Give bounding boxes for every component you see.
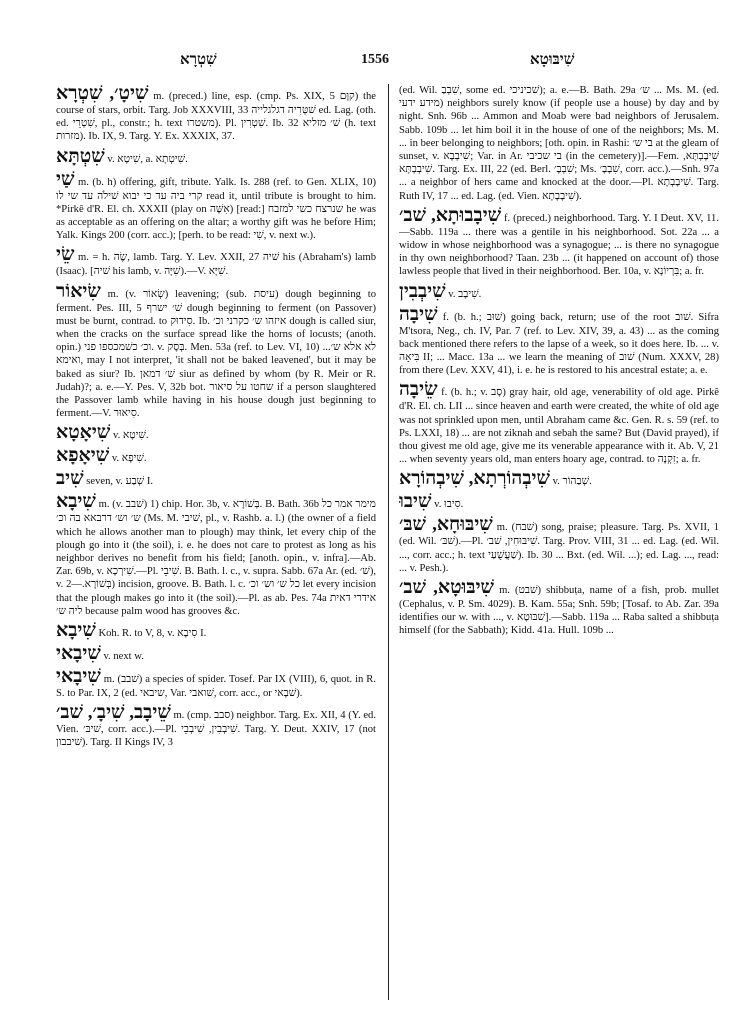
page-number: 1556 — [361, 52, 389, 67]
right-column — [399, 84, 719, 1000]
dictionary-entry — [56, 446, 376, 466]
column-divider — [388, 84, 389, 1000]
dictionary-entry — [399, 578, 719, 638]
left-column — [56, 84, 376, 1000]
dictionary-entry — [56, 667, 376, 700]
entry-definition: v. שִׁיטָא, a. שִׁיטְתָא. — [107, 153, 188, 165]
entry-definition: f. (b. h.; v. סָב) gray hair, old age, venerability of old age. Pirkê d'R. El. ch. LII ... since heaven and earth were created, the white of old age was not sprinkled upon men, until Abraham came &c. Gen. R. s. 59 (ref. to Ps. LXXI, 18) ... are not ziknah and sebah the same? But (David prayed), if thou givest me old age, give me its venerable appearance with it. Ab. V, 21 ... when seventy years old, man enters hoary age, contrad. to זִקְנָה; a. fr. — [399, 387, 719, 466]
entry-definition: v. next w. — [103, 651, 144, 663]
dictionary-entry — [56, 170, 376, 243]
entry-headword: שִׁיבָא — [56, 491, 96, 513]
entry-headword: שִׁיבְבִין — [399, 280, 446, 302]
entry-headword: שִׁיבָאי — [56, 643, 101, 665]
entry-headword: שִׁיבָבוּתָא, שׁב׳ — [399, 204, 502, 226]
entry-definition: v. שִׁיטָא. — [112, 430, 149, 442]
dictionary-entry — [399, 492, 719, 512]
dictionary-entry — [56, 147, 376, 167]
dictionary-entry — [399, 515, 719, 575]
entry-definition: Koh. R. to V, 8, v. סִיבָא I. — [98, 628, 207, 640]
entry-headword: שִׁיאָטָא — [56, 422, 111, 444]
dictionary-entry — [399, 282, 719, 302]
entry-definition: m. (שׁבב) a species of spider. Tosef. Par IX (VIII), 6, quot. in R. S. to Par. IX, 2 (ed. שיבאי, Var. שׁואבי, corr. acc., or שׁבָאי). — [56, 674, 376, 700]
dictionary-entry — [56, 644, 376, 664]
entry-definition: (ed. Wil. שִׁבְבַ, some ed. שׁכיניכי); a. e.—B. Bath. 29a ש׳ ... Ms. M. (ed. מידע ידעי) neighbors surely know (if people use a house) by day and by night. Snh. 96b ... Ammon and Moab were bad neighbors of Jerusalem. Sabb. 109b ... let him boil it in the house of one of the neighbors; Ms. M. ... in beer belonging to neighbors; [oth. opin. in Rashi: בי ש׳ at the gleam of sunset, v. שִׁיבְבָא; Var. in Ar. בי שכיבי (in the cemetery)].—Fem. שִׁיבָבְתָּא, שִׁיבְבְתָּא. Targ. Ex. III, 22 (ed. Berl. שִׁבְבָ׳; Ms. שִׁבָבָ׳, corr. acc.).—Snh. 97a ... a neighbor of hers came and knocked at the door.—Pl. שִׁיבָבְתָא. Targ. Ruth IV, 17 ... ed. Lag. (ed. Vien. שִׁיבָבָתָא). — [399, 85, 719, 202]
dictionary-entry — [399, 469, 719, 489]
dictionary-entry — [56, 469, 376, 489]
entry-definition: m. (v. שְׂאוֹר) leavening; (sub. עיסת) dough beginning to ferment. Pes. III, 5 שׁ׳ ישרף dough beginning to ferment (on Passover) must be burnt, contrad. to סִידוּק. Ib. איזהו ש׳ כקרני וכ׳ dough is called siur, when the cracks on the surface spread like the horns of locusts; (anoth. opin.) וכ׳ כשׁמכספו פני. v. בְּסָק. Men. 53a (ref. to Lev. VI, 10) לא אלא ש׳... ואימא, may I not interpret, 'it shall not be baked leavened', but it may be baked as siur? Ib. שׁ׳ דמאן siur as defined by whom (by R. Meir or R. Judah)?; a. e.—Y. Pes. V, 32b bot. שחטו על סיאור if a person slaughtered the Passover lamb while having in his house dough just beginning to ferment.—V. סִיאוּר. — [56, 288, 376, 420]
entry-definition: f. (b. h.; שׁוּב) going back, return; use of the root שׁוב. Sifra M'tsora, Neg., ch. IV, Par. 7 (ref. to Lev. XIV, 39, a. 43) ... as the coming back mentioned there refers to the lapse of a week, so it does here. Ib. ... v. בִּיאָה II; ... Macc. 13a ... we learn the meaning of שׁוב (Num. XXXV, 28) from there (Lev. XXV, 41), i. e. he is restored to his ancestral estate; a. e. — [399, 311, 719, 377]
entry-headword: שִׂיאוֹר — [56, 280, 101, 302]
running-head-right: שִׁיבּוּטָא — [530, 52, 575, 68]
entry-headword: שִׁטְתָּא — [56, 145, 105, 167]
entry-headword: שִׁיבּוּחָא, שׁבּ׳ — [399, 514, 493, 536]
entry-headword: שִׁיבָאי — [56, 666, 101, 688]
dictionary-entry — [56, 423, 376, 443]
dictionary-entry — [399, 380, 719, 466]
dictionary-entry — [56, 703, 376, 749]
entry-definition: v. שְׁבַהוֹר. — [552, 476, 592, 488]
entry-definition: v. שִׁיבָב. — [448, 288, 482, 300]
entry-definition: m. (שׁבח) song, praise; pleasure. Targ. Ps. XVII, 1 (ed. Wil. שׁבּ׳).—Pl. שִׁיבּוּחִין, שׁב׳. Targ. Prov. VIII, 31 ... ed. Lag. (ed. Wil. ..., corr. acc.; h. text שַׁעֲשֻׁעַי). Ib. 30 ... Bxt. (ed. Wil. ...); ed. Lag. ..., read: ... v. Pesh.). — [399, 522, 719, 574]
dictionary-entry — [56, 621, 376, 641]
entry-headword: שִׁיבָה — [399, 303, 438, 325]
entry-headword: שַׁי — [56, 168, 75, 190]
entry-definition: m. (preced.) line, esp. (cmp. Ps. XIX, 5 קוָּם) the course of stars, orbit. Targ. Job XXXVIII, 33 שׁטְּרִיה דגלגלייה ed. Lag. (oth. ed. שִׁטְרֵי, pl., constr.; h. text משטרו). Pl. שִׁטְרִין. Ib. 32 שׁ׳ מזליא (h. text מזרות). Ib. IX, 9. Targ. Y. Ex. XXXIX, 37. — [56, 91, 376, 143]
dictionary-entry — [399, 84, 719, 203]
dictionary-entry — [399, 206, 719, 279]
entry-definition: seven, v. שְׁבַע I. — [86, 476, 154, 488]
dictionary-entry — [56, 245, 376, 278]
entry-headword: שִׁיטָ׳, שִׁטְרָא — [56, 84, 149, 104]
entry-headword: שֵׂי — [56, 244, 75, 266]
entry-headword: שִׁיבּוּטָא, שׁב׳ — [399, 577, 495, 599]
entry-definition: v. סִיבוּ. — [434, 499, 464, 511]
entry-headword: שֵׁיבָב, שִׁיבָ׳, שׁב׳ — [56, 702, 171, 724]
dictionary-entry — [56, 282, 376, 421]
entry-headword: שִׁיאָפָא — [56, 445, 110, 467]
entry-definition: m. = h. שֶׂה, lamb. Targ. Y. Lev. XXII, 27 שׁיה his (Abraham's) lamb (Isaac). [שׁיה his lamb, v. שִׁיָּה).—V. שִׁיָּא. — [56, 252, 376, 278]
dictionary-entry — [399, 305, 719, 378]
running-head-left: שִׁטְרָא — [180, 52, 217, 68]
entry-headword: שִׁיבְהוֹרְתָא, שִׁיבְהוֹרָא — [399, 468, 550, 490]
entry-definition: m. (שׁבט) shibbuṭa, name of a fish, prob. mullet (Cephalus, v. P. Sm. 4029). B. Kam. 55a; Snh. 59b; [Tosaf. to Ab. Zar. 39a identifies our w. with ..., v. שׁבּוּטָא].—Sabb. 119a ... Raba salted a shibbuṭa himself (for the Sabbath); Kidd. 41a. Hull. 109b ... — [399, 585, 719, 637]
entry-headword: שִׁיב — [56, 468, 84, 490]
dictionary-entry — [56, 492, 376, 618]
entry-definition: m. (b. h) offering, gift, tribute. Yalk. Is. 288 (ref. to Gen. XLIX, 10) קרי ביה עד כי יבוא שׁילֹה עד שי לו read it, until tribute is brought to him. *Pirkê d'R. El. ch. XXXII (play on אִשָּׁה) [read:] שנרצח כשי למזבח he was as acceptable as an offering on the altar; a worthy gift was he before Him; Yalk. Kings 200 (corr. acc.); [perh. to be read: שִׁי, v. next w.). — [56, 176, 376, 242]
entry-definition: f. (preced.) neighborhood. Targ. Y. I Deut. XV, 11.—Sabb. 119a ... there was a gentile in his neighborhood. Sot. 22a ... a widow in whose neighborhood was a synagogue; ... is there no synagogue in thy own neighborhood? Taan. 23b ... (it happened on account of) those lawless people that lived in their neighborhood. Ber. 10a, v. בִּרְיוֹנָא; a. fr. — [399, 212, 719, 278]
entry-headword: שִׁיבָא — [56, 620, 96, 642]
dictionary-entry — [56, 84, 376, 144]
entry-definition: m. (cmp. סבב) neighbor. Targ. Ex. XII, 4 (Y. ed. Vien. שׁיבּ׳, corr. acc.).—Pl. שִׁיבְבִין, שִׁיבְבֵי. Targ. Y. Deut. XXIV, 17 (not שׁיבבון). Targ. II Kings IV, 3 — [56, 710, 376, 749]
entry-headword: שִׁיבוּ — [399, 491, 432, 513]
entry-definition: v. שִׁיפָא. — [111, 453, 147, 465]
entry-definition: m. (v. שׁבב) 1) chip. Hor. 3b, v. בְּשׁוֹרָא. B. Bath. 36b מימר אמר כל ש׳ וש׳ דרבאא בה וכ׳ (Ms. M. שׁיבי, pl., v. Rashb. a. l.) (the owner of a field which he allows another man to plough) may think, let every chip of the plough go into it (the soil), i. e. he does not care to protest as long as his neighbor derives no benefit from his field; [anoth. opin., v. infra].—Ab. Zar. 69b, v. שִׁירְכָא.—Pl. שִׁיבֵי. B. Bath. l. c., v. supra. Sabb. 67a Ar. (ed. שׁ׳), v. בְּשׁוֹרָא.—2) incision, groove. B. Bath. l. c. כל ש׳ וש׳ וכ׳ let every incision that the plough makes go into it (the soil).—Pl. as ab. Pes. 74a אידרי דאית ליה ש׳ because palm wood has grooves &c. — [56, 499, 376, 617]
entry-headword: שֵׂיבָה — [399, 379, 438, 401]
